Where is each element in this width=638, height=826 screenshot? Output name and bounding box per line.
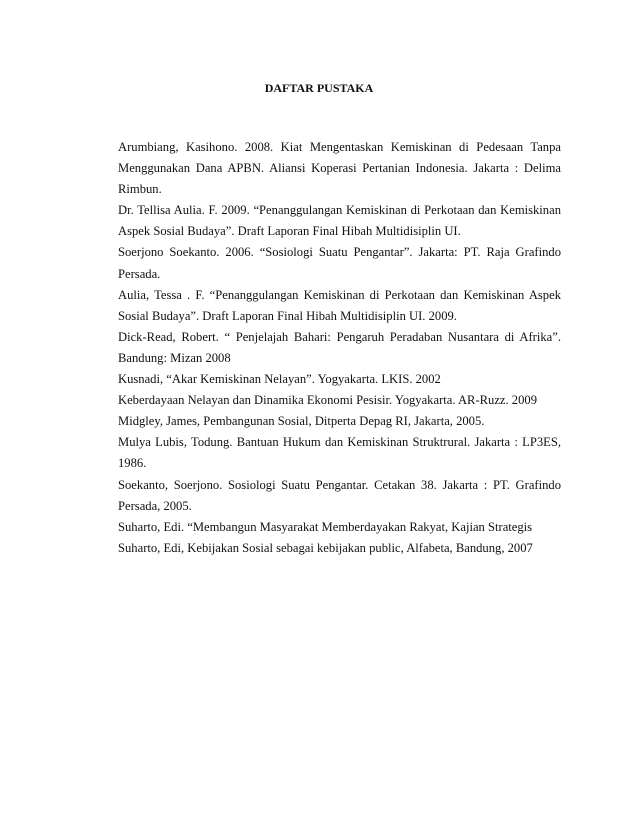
- reference-item: Suharto, Edi, Kebijakan Sosial sebagai kebijakan public, Alfabeta, Bandung, 2007: [118, 540, 533, 555]
- reference-item: Suharto, Edi. “Membangun Masyarakat Memberdayakan Rakyat, Kajian Strategis: [118, 519, 533, 534]
- reference-item: Dr. Tellisa Aulia. F. 2009. “Penanggulangan Kemiskinan di Perkotaan dan Kemiskinan Aspek Sosial Budaya”. Draft Laporan Final Hibah Multidisiplin UI.: [118, 203, 561, 239]
- reference-list: [118, 137, 561, 559]
- reference-item: Arumbiang, Kasihono. 2008. Kiat Mengentaskan Kemiskinan di Pedesaan Tanpa Menggunakan Dana APBN. Aliansi Koperasi Pertanian Indonesia. Jakarta : Delima Rimbun.: [118, 140, 561, 197]
- reference-item: Mulya Lubis, Todung. Bantuan Hukum dan Kemiskinan Struktrural. Jakarta : LP3ES, 1986.: [118, 435, 561, 471]
- reference-item: Soekanto, Soerjono. Sosiologi Suatu Pengantar. Cetakan 38. Jakarta : PT. Grafindo Persada, 2005.: [118, 477, 561, 513]
- reference-item: Aulia, Tessa . F. “Penanggulangan Kemiskinan di Perkotaan dan Kemiskinan Aspek Sosial Budaya”. Draft Laporan Final Hibah Multidisiplin UI. 2009.: [118, 287, 561, 323]
- reference-item: Kusnadi, “Akar Kemiskinan Nelayan”. Yogyakarta. LKIS. 2002: [118, 372, 441, 387]
- reference-item: Dick-Read, Robert. “ Penjelajah Bahari: Pengaruh Peradaban Nusantara di Afrika”. Bandung: Mizan 2008: [118, 329, 561, 365]
- reference-item: Soerjono Soekanto. 2006. “Sosiologi Suatu Pengantar”. Jakarta: PT. Raja Grafindo Persada.: [118, 245, 561, 281]
- page-title: DAFTAR PUSTAKA: [264, 81, 374, 95]
- reference-item: Keberdayaan Nelayan dan Dinamika Ekonomi Pesisir. Yogyakarta. AR-Ruzz. 2009: [118, 393, 537, 408]
- reference-item: Midgley, James, Pembangunan Sosial, Ditperta Depag RI, Jakarta, 2005.: [118, 414, 485, 429]
